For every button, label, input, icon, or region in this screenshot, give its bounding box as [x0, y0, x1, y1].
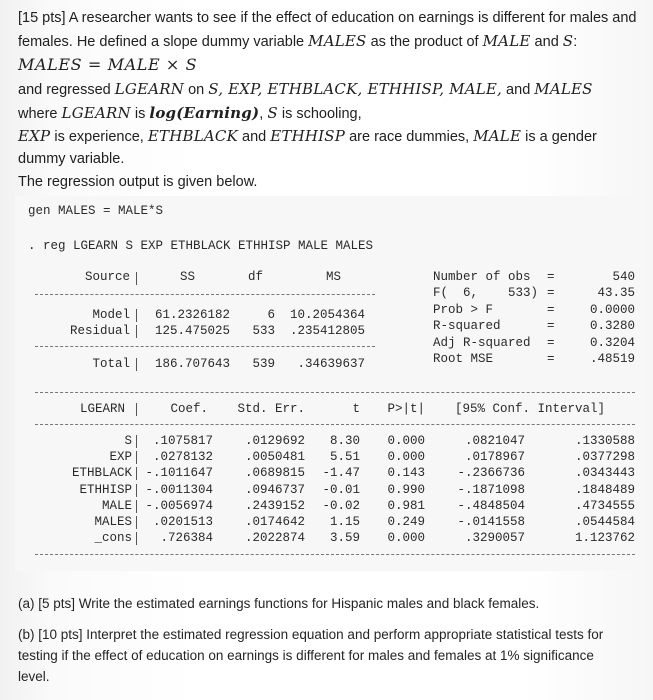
- anova-row-ms: .235412805: [289, 324, 365, 338]
- question-b-line-3: level.: [18, 669, 50, 684]
- coef-p: 0.143: [387, 466, 425, 481]
- coef-ci-low: -.4848504: [457, 498, 525, 513]
- slope-dummy-formula: MALES = MALE × S: [18, 55, 198, 74]
- coef-var: ETHBLACK: [71, 466, 132, 481]
- stat-value: .48519: [589, 352, 635, 366]
- coef-value: .726384: [160, 531, 213, 546]
- stat-label: R-squared: [433, 319, 501, 333]
- intro-line-6: EXP is experience, ETHBLACK and ETHHISP are race dummies, MALE is a gender: [18, 127, 597, 145]
- coef-ci-high: 1.123762: [574, 531, 635, 546]
- stat-eq: =: [547, 303, 555, 317]
- anova-total-source: Total: [92, 357, 130, 371]
- coef-se: .2439152: [244, 498, 305, 513]
- coef-var: MALES: [94, 515, 132, 529]
- gen-command: gen MALES = MALE*S: [28, 204, 164, 218]
- stat-eq: =: [547, 286, 555, 300]
- coef-se: .0689815: [244, 466, 305, 481]
- anova-row-df: 6: [267, 308, 275, 322]
- intro-line-7: dummy variable.: [18, 151, 125, 167]
- coef-t: 5.51: [329, 450, 360, 465]
- question-a: (a) [5 pts] Write the estimated earnings functions for Hispanic males and black females.: [18, 596, 540, 611]
- coef-p: 0.000: [387, 450, 425, 465]
- coef-separator: [136, 403, 137, 416]
- stat-value: 0.3204: [589, 336, 635, 350]
- coef-col-coef: Coef.: [170, 402, 208, 416]
- anova-row-ss: 125.475025: [154, 324, 230, 338]
- anova-separator: [136, 358, 137, 371]
- coef-separator: [136, 532, 137, 545]
- coef-t: 3.59: [329, 531, 360, 546]
- stat-label: F( 6, 533): [433, 286, 539, 300]
- anova-row-df: 533: [252, 324, 275, 338]
- coef-ci-high: .1330588: [574, 434, 635, 448]
- anova-row-ss: 61.2326182: [154, 308, 230, 322]
- coef-t: 1.15: [329, 515, 360, 529]
- stat-label: Adj R-squared: [433, 336, 531, 350]
- coef-ci-high: .4734555: [574, 498, 635, 513]
- coef-value: -.0011304: [145, 482, 213, 497]
- coef-se: .0050481: [244, 450, 305, 465]
- coef-t: -0.01: [322, 482, 360, 497]
- coef-ci-low: .0821047: [464, 434, 525, 448]
- coef-var: S: [124, 434, 132, 448]
- coef-rule-top: [35, 392, 635, 393]
- coef-ci-high: .1848489: [574, 482, 635, 497]
- coef-value: .0201513: [152, 515, 213, 529]
- coef-p: 0.990: [387, 482, 425, 497]
- coef-t: -1.47: [322, 466, 360, 481]
- intro-line-4: and regressed LGEARN on S, EXP, ETHBLACK, ETHHISP, MALE, and MALES: [18, 80, 593, 98]
- coef-separator: [136, 435, 137, 448]
- anova-row-source: Residual: [69, 324, 130, 338]
- coef-t: -0.02: [322, 498, 360, 513]
- coef-value: -.0056974: [145, 498, 213, 513]
- anova-rule-mid: [35, 346, 375, 347]
- coef-value: .1075817: [152, 434, 213, 448]
- stat-eq: =: [547, 270, 555, 284]
- coef-separator: [136, 467, 137, 480]
- anova-separator: [136, 309, 137, 322]
- coef-p: 0.249: [387, 515, 425, 529]
- question-b-line-1: (b) [10 pts] Interpret the estimated regression equation and perform appropriate statistical tests for: [18, 627, 604, 642]
- stata-output: [15, 196, 643, 571]
- anova-rule-top: [35, 294, 375, 295]
- stat-eq: =: [547, 352, 555, 366]
- coef-rule-mid: [35, 424, 635, 425]
- coef-rule-bottom: [35, 554, 635, 555]
- coef-value: .0278132: [152, 450, 213, 465]
- intro-line-1: [15 pts] A researcher wants to see if the effect of education on earnings is different for males and: [18, 10, 637, 26]
- anova-row-ms: 10.2054364: [289, 308, 365, 322]
- anova-total-ms: .34639637: [297, 357, 365, 371]
- anova-row-source: Model: [92, 308, 130, 322]
- coef-se: .0129692: [244, 434, 305, 448]
- reg-command: . reg LGEARN S EXP ETHBLACK ETHHISP MALE MALES: [28, 239, 374, 253]
- coef-value: -.1011647: [145, 466, 213, 481]
- stat-label: Prob > F: [433, 303, 494, 317]
- coef-col-t: t: [352, 402, 360, 416]
- anova-col-df: df: [247, 270, 263, 284]
- coef-ci-high: .0544584: [574, 515, 635, 529]
- coef-var: _cons: [94, 531, 132, 546]
- coef-var: MALE: [101, 498, 132, 513]
- stat-value: 0.0000: [589, 303, 635, 317]
- coef-col-depvar: LGEARN: [79, 402, 125, 416]
- coef-ci-high: .0343443: [574, 466, 635, 481]
- coef-var: EXP: [109, 450, 132, 465]
- coef-p: 0.000: [387, 531, 425, 546]
- stat-eq: =: [547, 336, 555, 350]
- stat-value: 540: [612, 270, 635, 284]
- anova-separator: [136, 325, 137, 338]
- coef-ci-low: -.2366736: [457, 466, 525, 481]
- anova-total-ss: 186.707643: [154, 357, 230, 371]
- coef-separator: [136, 451, 137, 464]
- coef-ci-low: -.0141558: [457, 515, 525, 529]
- stat-eq: =: [547, 319, 555, 333]
- coef-var: ETHHISP: [79, 482, 132, 497]
- coef-col-ci: [95% Conf. Interval]: [455, 402, 606, 416]
- stat-value: 0.3280: [589, 319, 635, 333]
- coef-ci-low: .3290057: [464, 531, 525, 546]
- coef-se: .0946737: [244, 482, 305, 497]
- anova-col-ss: SS: [179, 270, 195, 284]
- stat-label: Number of obs: [433, 270, 531, 284]
- coef-separator: [136, 484, 137, 497]
- coef-ci-low: .0178967: [464, 450, 525, 465]
- coef-p: 0.981: [387, 498, 425, 513]
- coef-separator: [136, 500, 137, 513]
- coef-ci-low: -.1871098: [457, 482, 525, 497]
- anova-total-df: 539: [252, 357, 275, 371]
- coef-col-p: P>|t|: [387, 402, 425, 416]
- question-b-line-2: testing if the effect of education on earnings is different for males and females at 1% significance: [18, 648, 594, 663]
- coef-col-se: Std. Err.: [237, 402, 305, 416]
- intro-line-8: The regression output is given below.: [18, 174, 258, 190]
- coef-t: 8.30: [329, 434, 360, 448]
- intro-line-5: where LGEARN is log(Earning), S is schooling,: [18, 104, 362, 122]
- coef-p: 0.000: [387, 434, 425, 448]
- anova-col-ms: MS: [325, 270, 341, 284]
- anova-separator: [136, 272, 137, 285]
- anova-col-source: Source: [84, 270, 130, 284]
- stat-value: 43.35: [597, 286, 635, 300]
- coef-separator: [136, 516, 137, 529]
- coef-ci-high: .0377298: [574, 450, 635, 465]
- intro-line-2: females. He defined a slope dummy variable MALES as the product of MALE and S:: [18, 32, 578, 50]
- coef-se: .0174642: [244, 515, 305, 529]
- stat-label: Root MSE: [433, 352, 494, 366]
- coef-se: .2022874: [244, 531, 305, 546]
